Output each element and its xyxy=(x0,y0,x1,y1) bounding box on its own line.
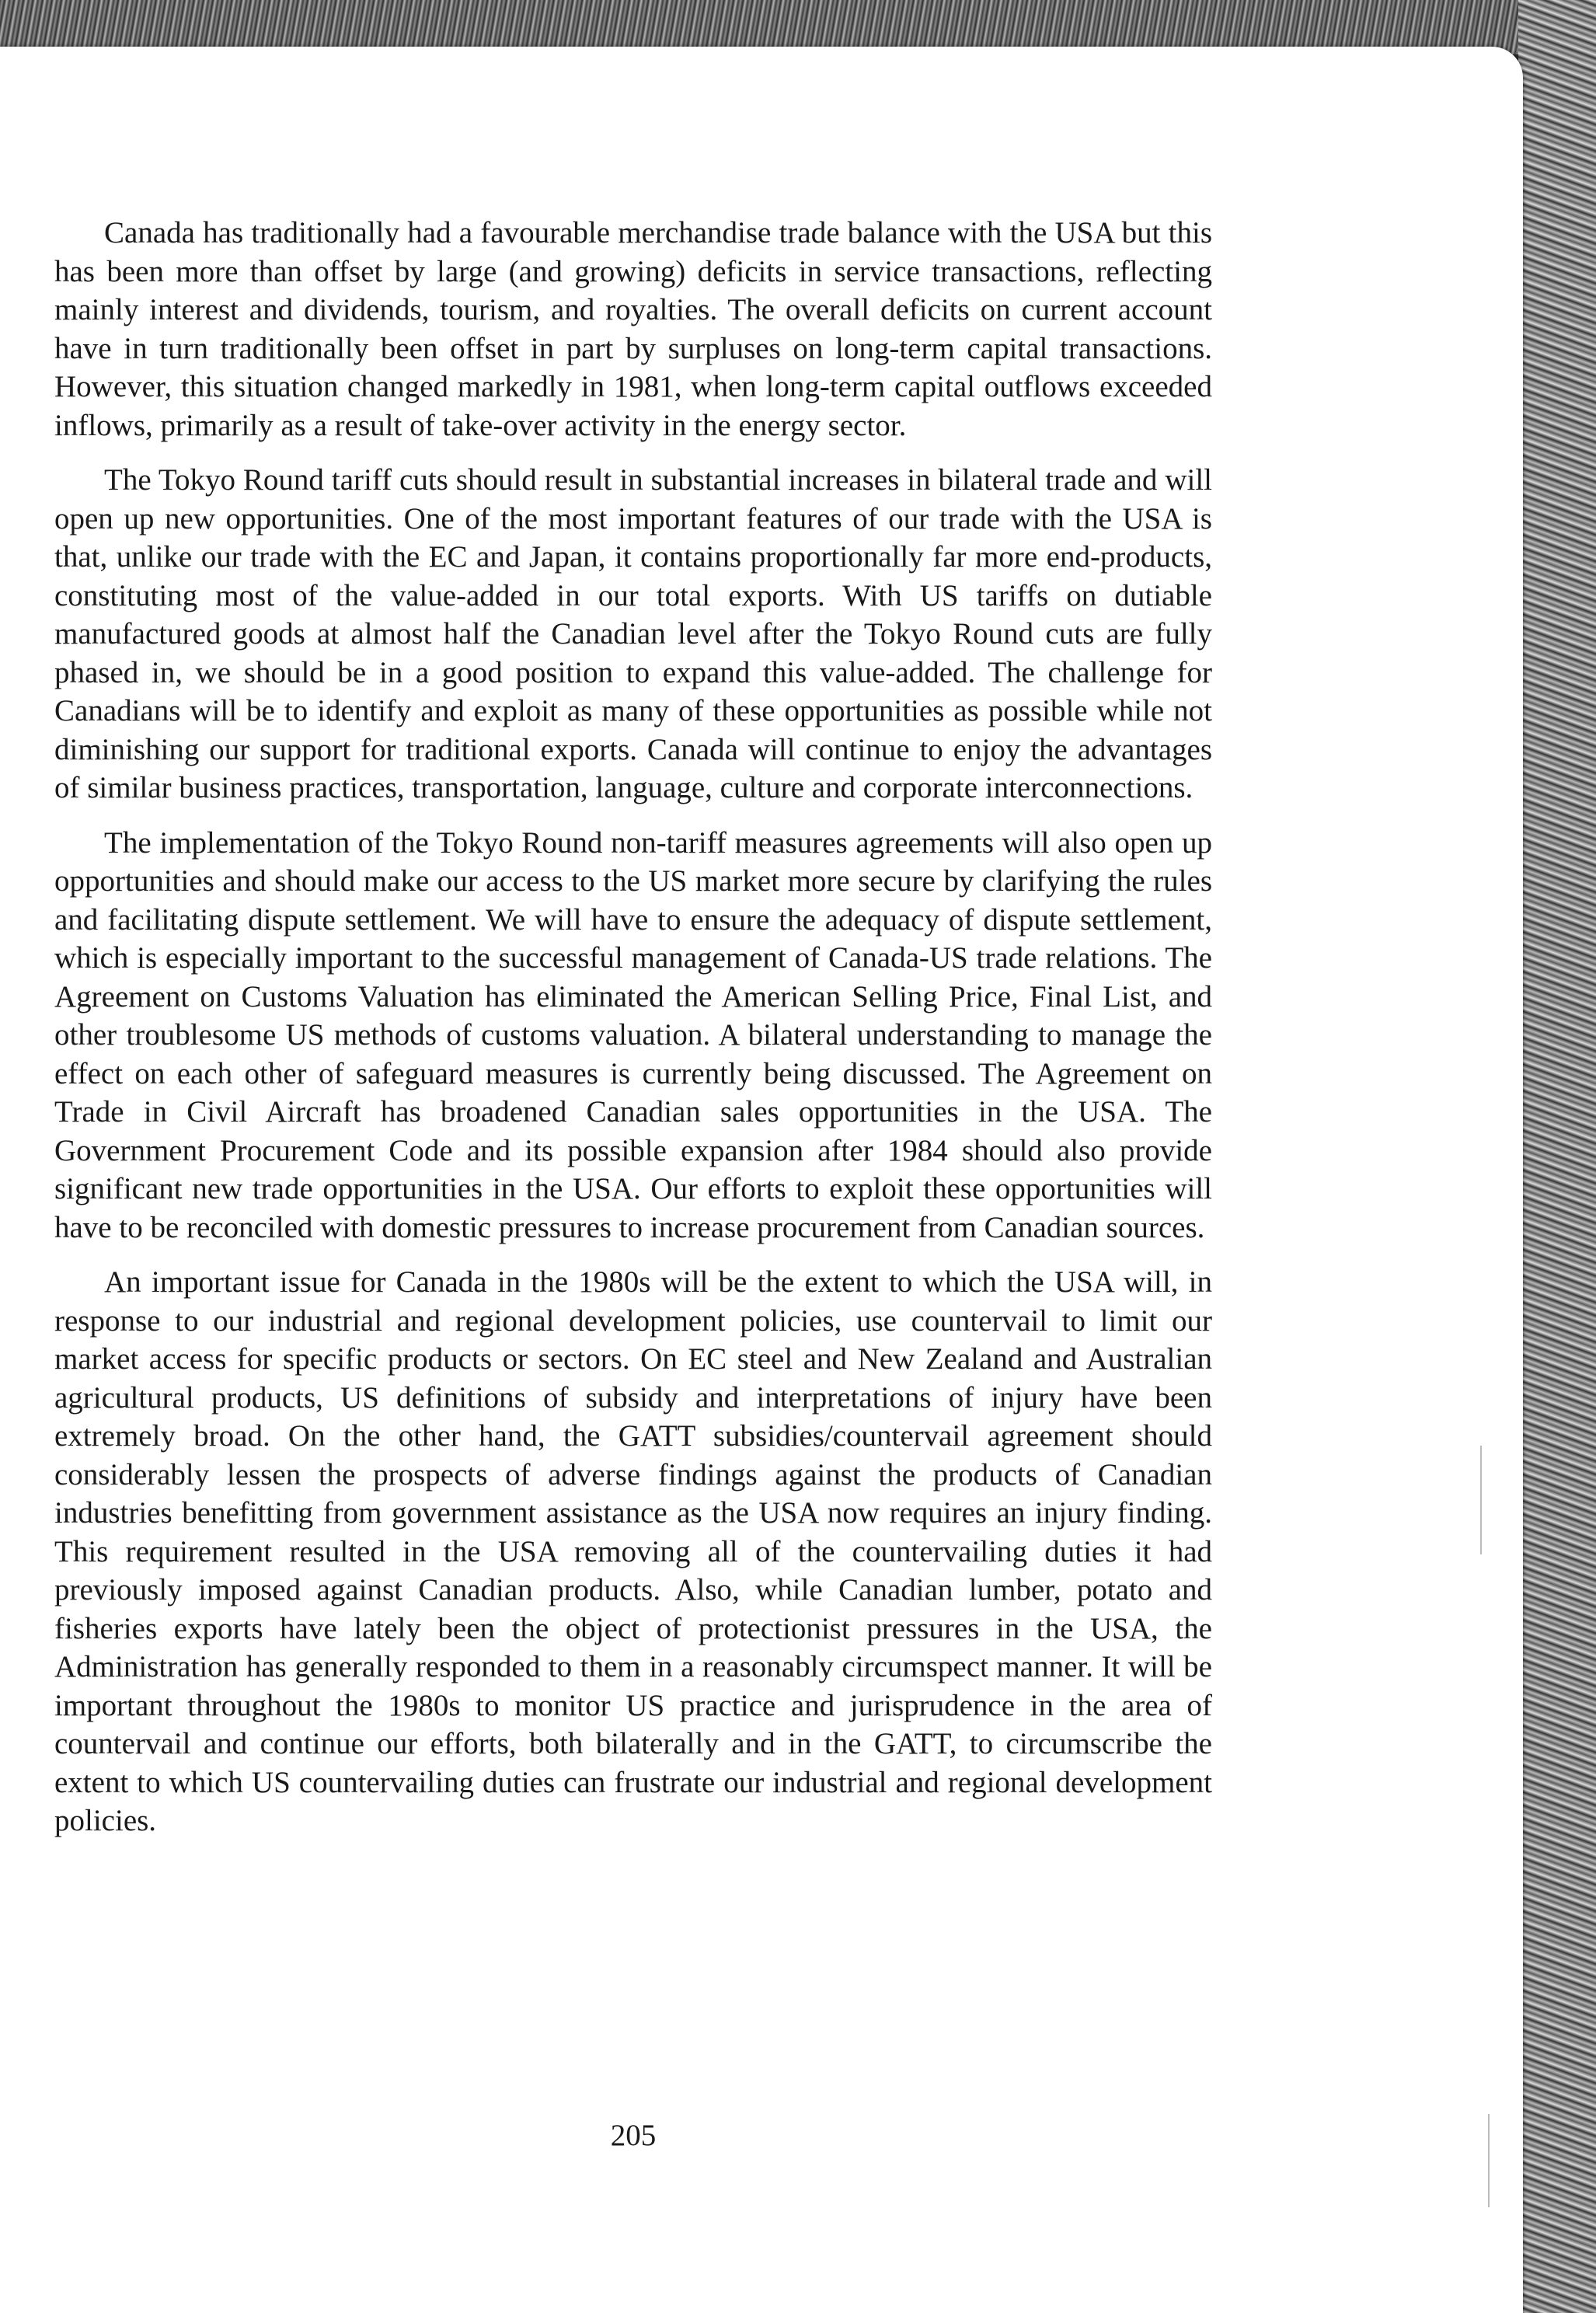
scan-border-right xyxy=(1518,0,1596,2313)
paragraph-tokyo-round-tariffs: The Tokyo Round tariff cuts should result in substantial increases in bilateral trade and will open up new opportunities. One of the most important features of our trade with the USA is that, unlike our trade with the EC and Japan, it contains proportionally far more end-products, constituting most of the value-added in our total exports. With US tariffs on dutiable manufactured goods at almost half the Canadian level after the Tokyo Round cuts are fully phased in, we should be in a good position to expand this value-added. The challenge for Canadians will be to identify and exploit as many of these opportunities as possible while not diminishing our support for traditional exports. Canada will continue to enjoy the advantages of similar business practices, transportation, language, culture and corporate interconnections. xyxy=(54,463,1212,804)
paragraph-trade-balance: Canada has traditionally had a favourable merchandise trade balance with the USA but this has been more than offset by large (and growing) deficits in service transactions, reflecting mainly interest and dividends, tourism, and royalties. The overall deficits on current account have in turn traditionally been offset in part by surpluses on long-term capital transactions. However, this situation changed markedly in 1981, when long-term capital outflows exceeded inflows, primarily as a result of take-over activity in the energy sector. xyxy=(54,216,1212,442)
body-text xyxy=(54,214,1212,1857)
paragraph-countervail: An important issue for Canada in the 1980s will be the extent to which the USA will, in response to our industrial and regional development policies, use countervail to limit our market access for specific products or sectors. On EC steel and New Zealand and Australian agricultural products, US definitions of subsidy and interpretations of injury have been extremely broad. On the other hand, the GATT subsidies/countervail agreement should considerably lessen the prospects of adverse findings against the products of Canadian industries benefitting from government assistance as the USA now requires an injury finding. This requirement resulted in the USA removing all of the countervailing duties it had previously imposed against Canadian products. Also, while Canadian lumber, potato and fisheries exports have lately been the object of protectionist pressures in the USA, the Administration has generally responded to them in a reasonably circumspect manner. It will be important throughout the 1980s to monitor US practice and jurisprudence in the area of countervail and continue our efforts, both bilaterally and in the GATT, to circumscribe the extent to which US countervailing duties can frustrate our industrial and regional development policies. xyxy=(54,1265,1212,1837)
margin-mark xyxy=(1488,2114,1490,2207)
document-page xyxy=(0,47,1523,2313)
margin-mark xyxy=(1480,1446,1482,1554)
page-number: 205 xyxy=(610,2119,657,2152)
paragraph-non-tariff-measures: The implementation of the Tokyo Round non-tariff measures agreements will also open up opportunities and should make our access to the US market more secure by clarifying the rules and facilitating dispute settlement. We will have to ensure the adequacy of dispute settlement, which is especially important to the successful management of Canada-US trade relations. The Agreement on Customs Valuation has eliminated the American Selling Price, Final List, and other troublesome US methods of customs valuation. A bilateral understanding to manage the effect on each other of safeguard measures is currently being discussed. The Agreement on Trade in Civil Aircraft has broadened Canadian sales opportunities in the USA. The Government Procurement Code and its possible expansion after 1984 should also provide significant new trade opportunities in the USA. Our efforts to exploit these opportunities will have to be reconciled with domestic pressures to increase procurement from Canadian sources. xyxy=(54,825,1212,1244)
